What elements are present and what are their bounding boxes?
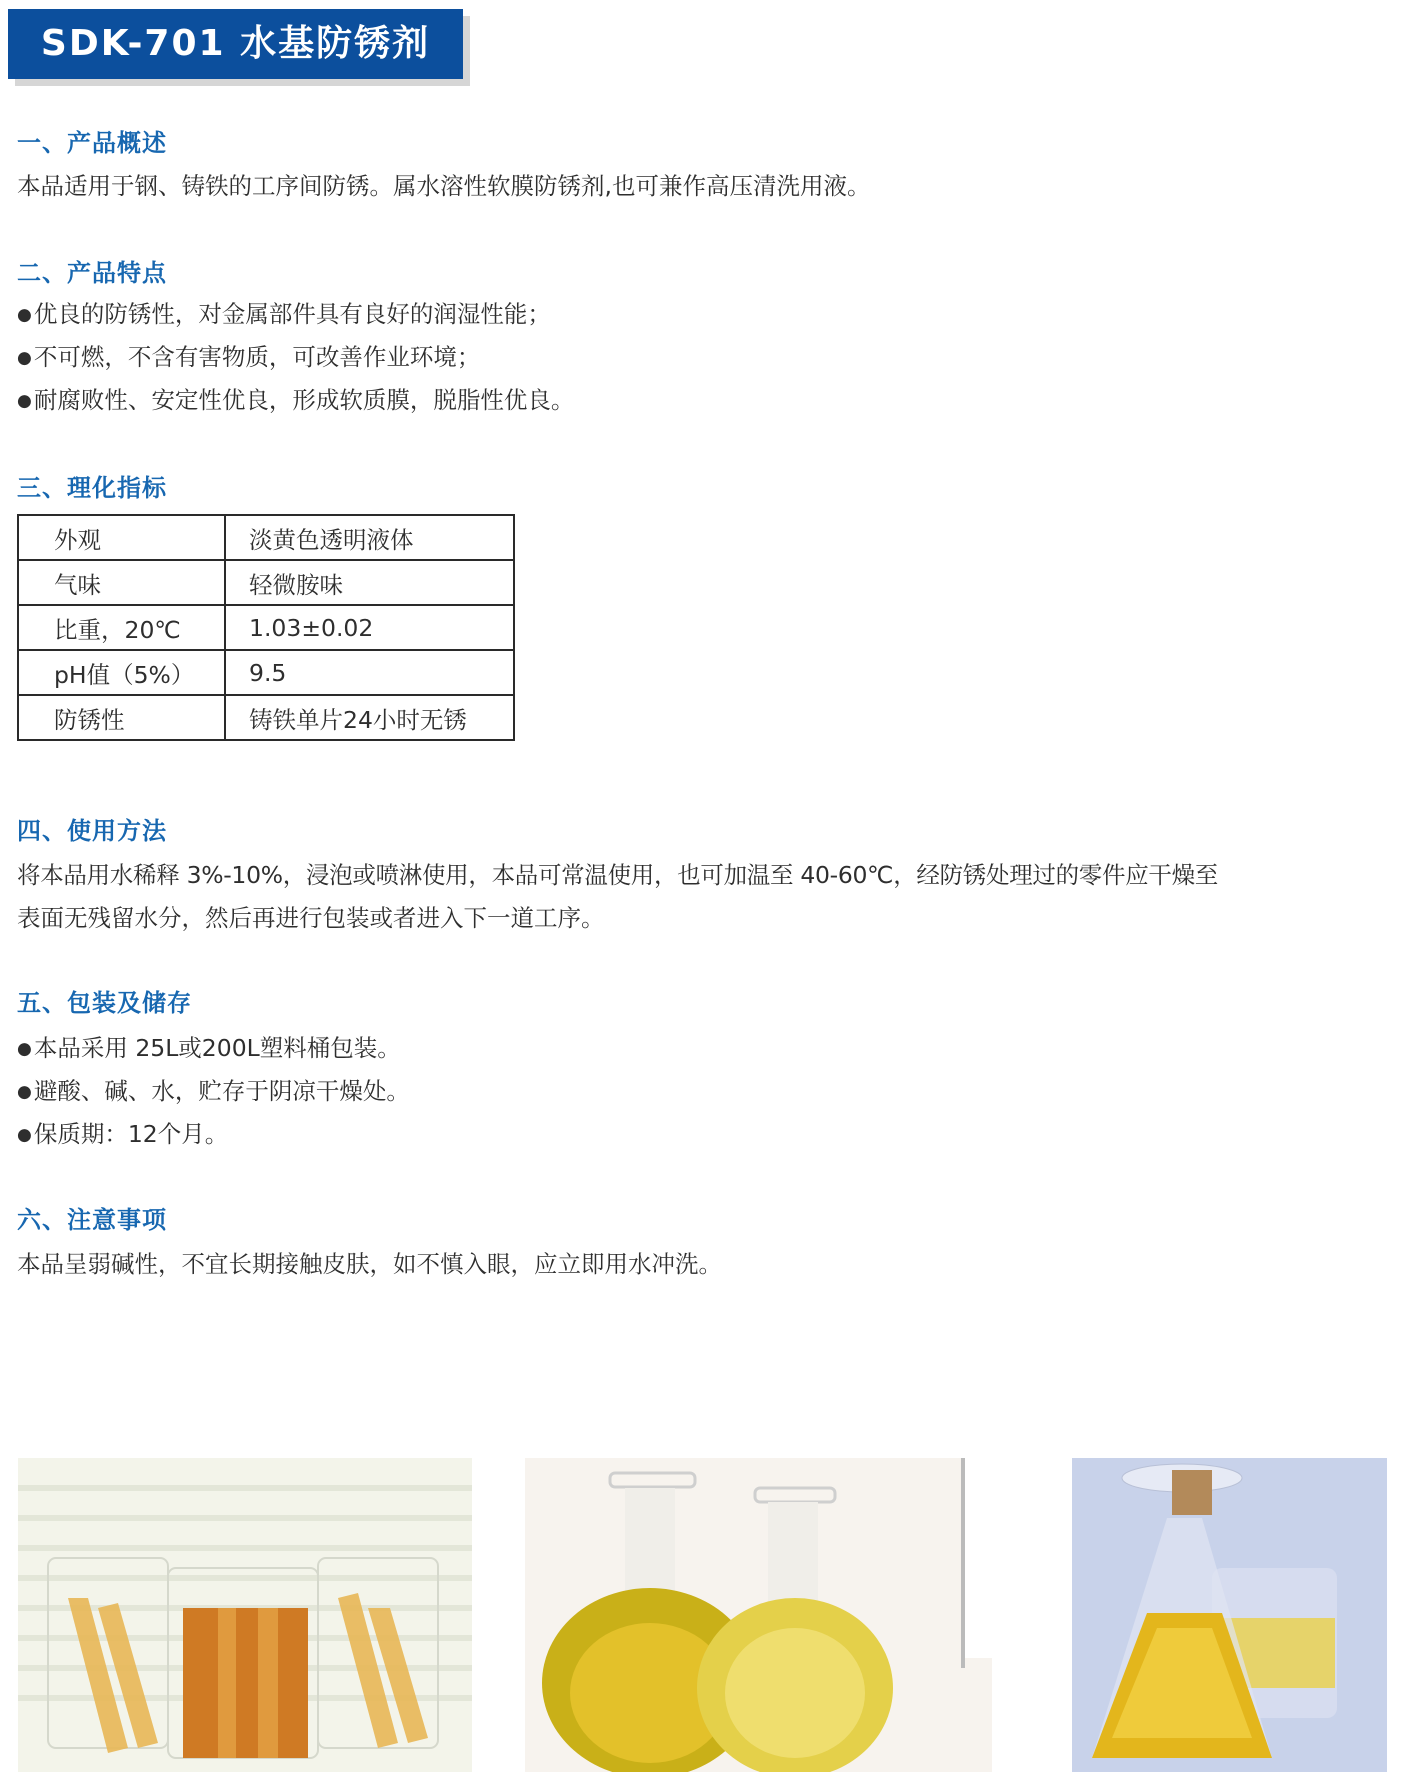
feature-item: ● 不可燃，不含有害物质，可改善作业环境； [17, 342, 480, 373]
spec-value: 铸铁单片24小时无锈 [225, 695, 514, 740]
section-heading-features: 二、产品特点 [17, 259, 167, 287]
spec-value: 淡黄色透明液体 [225, 515, 514, 560]
spec-name: 外观 [18, 515, 225, 560]
storage-item: ● 本品采用 25L或200L塑料桶包装。 [17, 1033, 401, 1064]
table-row [18, 695, 514, 740]
notes-text: 本品呈弱碱性，不宜长期接触皮肤，如不慎入眼，应立即用水冲洗。 [17, 1250, 722, 1278]
photo-test-tubes [18, 1458, 472, 1772]
feature-item: ● 优良的防锈性，对金属部件具有良好的润湿性能； [17, 299, 551, 330]
spec-value: 1.03±0.02 [225, 605, 514, 650]
section-heading-overview: 一、产品概述 [17, 129, 167, 157]
spec-name: 比重，20℃ [18, 605, 225, 650]
usage-text-line: 表面无残留水分，然后再进行包装或者进入下一道工序。 [17, 904, 605, 932]
table-row [18, 560, 514, 605]
table-row [18, 605, 514, 650]
storage-item: ● 保质期：12个月。 [17, 1119, 228, 1150]
photo-conical-flask [1072, 1458, 1387, 1772]
section-heading-notes: 六、注意事项 [17, 1206, 167, 1234]
section-heading-storage: 五、包装及储存 [17, 989, 192, 1017]
section-heading-specs: 三、理化指标 [17, 474, 167, 502]
storage-item: ● 避酸、碱、水，贮存于阴凉干燥处。 [17, 1076, 410, 1107]
spec-name: 防锈性 [18, 695, 225, 740]
spec-name: 气味 [18, 560, 225, 605]
table-row [18, 515, 514, 560]
usage-text-line: 将本品用水稀释 3%-10%，浸泡或喷淋使用，本品可常温使用，也可加温至 40-60℃，经防锈处理过的零件应干燥至 [17, 861, 1219, 889]
spec-value: 9.5 [225, 650, 514, 695]
photo-round-flasks [525, 1458, 992, 1772]
overview-text: 本品适用于钢、铸铁的工序间防锈。属水溶性软膜防锈剂,也可兼作高压清洗用液。 [17, 172, 871, 200]
table-row [18, 650, 514, 695]
spec-table [17, 514, 515, 741]
section-heading-usage: 四、使用方法 [17, 817, 167, 845]
spec-value: 轻微胺味 [225, 560, 514, 605]
page-title: SDK-701 水基防锈剂 [8, 9, 463, 79]
spec-name: pH值（5%） [18, 650, 225, 695]
feature-item: ● 耐腐败性、安定性优良，形成软质膜，脱脂性优良。 [17, 385, 574, 416]
